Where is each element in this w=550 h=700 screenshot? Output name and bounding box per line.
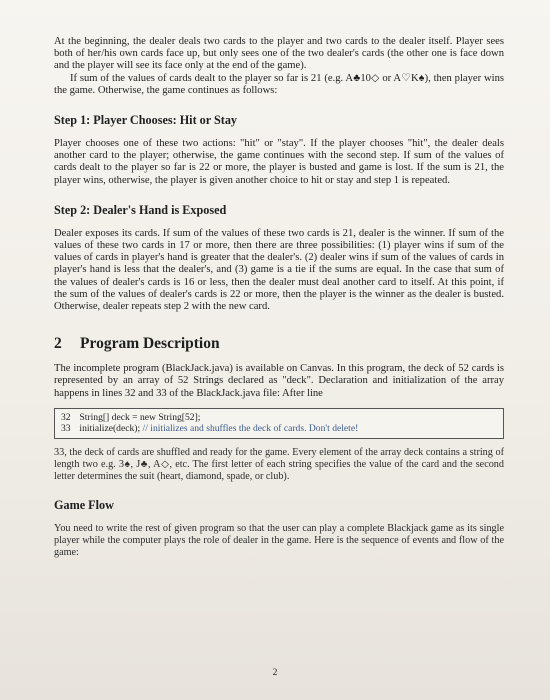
code-line [61, 412, 497, 424]
code-line [61, 423, 497, 435]
section-title: Program Description [80, 335, 220, 353]
step2-body: Dealer exposes its cards. If sum of the values of these two cards is 21, dealer is the winner. If sum of the values of these two cards in 17 or more, then there are three possibilities: (1) player wins if sum of the values of cards in player's hand is greater that the dealer's. (2) dealer wins if sum of the values of cards in player's hand is less that the dealer's, and (3) game is a tie if the sums are equal. In the case that sum of the values of dealer's cards is 16 or less, then the dealer must deal another card to itself. At this point, if the sum of the values of dealer's cards is 22 or more, then the player is the winner as the dealer is busted. Otherwise, dealer repeats step 2 with the new card. [54, 227, 504, 313]
game-flow-body: You need to write the rest of given program so that the user can play a complete Blackjack game as its single player while the computer plays the role of dealer in the game. Here is the sequence of events and flow of the game: [54, 523, 504, 559]
page-number: 2 [272, 668, 278, 678]
program-description-body: The incomplete program (BlackJack.java) is available on Canvas. In this program, the deck of 52 cards is represented by an array of 52 Strings declared as "deck". Declaration and initialization of the array happens in lines 32 and 33 of the BlackJack.java file: After line [54, 363, 504, 399]
step1-heading: Step 1: Player Chooses: Hit or Stay [54, 113, 238, 128]
step1-body: Player chooses one of these two actions: "hit" or "stay". If the player chooses "hit", the dealer deals another card to the player; otherwise, the game continues with the second step. If sum of the values of cards dealt to the player so far is 22 or more, the player is busted and game is lost. If the sum is 21, the player wins, otherwise, the player is given another choice to hit or stay and step 1 is repeated. [54, 138, 504, 186]
step2-heading: Step 2: Dealer's Hand is Exposed [54, 202, 227, 217]
code-text: initialize(deck); [79, 423, 141, 435]
intro-paragraph: At the beginning, the dealer deals two cards to the player and two cards to the dealer itself. Player sees both of her/his own cards face up, but only sees one of the two dealer's cards (the other one is face down and the player will see its face only at the end of the game). [54, 36, 504, 72]
intro-win-paragraph: If sum of the values of cards dealt to the player so far is 21 (e.g. A♣10◇ or A♡K♠), then player wins the game. Otherwise, the game continues as follows: [54, 72, 504, 96]
code-text: String[] deck = new String[52]; [79, 411, 201, 423]
section-heading [54, 335, 504, 353]
line-number: 32 [61, 411, 71, 423]
line-number: 33 [61, 423, 71, 435]
code-listing [54, 408, 504, 439]
deck-description: 33, the deck of cards are shuffled and ready for the game. Every element of the array deck contains a string of length two e.g. 3♠, J♣, A◇, etc. The first letter of each string specifies the value of the card and the second letter determines the suit (heart, diamond, spade, or club). [54, 447, 504, 482]
section-number: 2 [54, 335, 62, 353]
code-comment: // initializes and shuffles the deck of cards. Don't delete! [142, 423, 359, 435]
game-flow-heading: Game Flow [54, 498, 114, 513]
